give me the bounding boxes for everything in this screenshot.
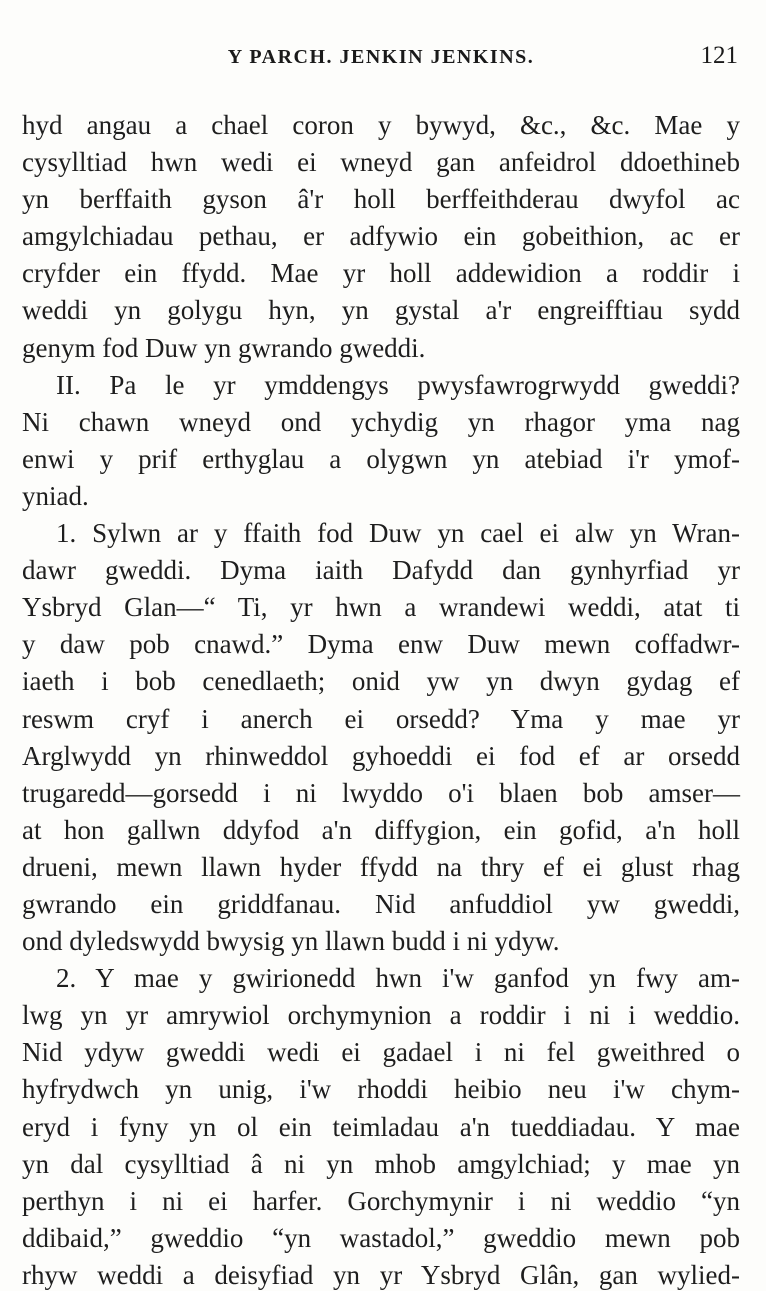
text-line: cysylltiad hwn wedi ei wneyd gan anfeidrol ddoethineb (22, 147, 740, 178)
text-line: drueni, mewn llawn hyder ffydd na thry ef ei glust rhag (22, 851, 740, 882)
text-line: perthyn i ni ei harfer. Gorchymynir i ni weddio “yn (22, 1185, 740, 1216)
text-line: ond dyledswydd bwysig yn llawn budd i ni ydyw. (22, 926, 560, 957)
text-line: yniad. (22, 480, 89, 511)
text-line: dawr gweddi. Dyma iaith Dafydd dan gynhyrfiad yr (22, 555, 740, 586)
running-title: Y PARCH. JENKIN JENKINS. (227, 46, 535, 68)
text-line: at hon gallwn ddyfod a'n diffygion, ein gofid, a'n holl (22, 814, 740, 845)
running-head (22, 38, 740, 78)
page-number: 121 (700, 42, 738, 69)
text-line: ddibaid,” gweddio “yn wastadol,” gweddio mewn pob (22, 1222, 740, 1253)
text-line: trugaredd—gorsedd i ni lwyddo o'i blaen bob amser— (22, 777, 740, 808)
text-line: 2. Y mae y gwirionedd hwn i'w ganfod yn fwy am- (56, 963, 740, 994)
text-line: yn dal cysylltiad â ni yn mhob amgylchiad; y mae yn (22, 1148, 740, 1179)
text-line: amgylchiadau pethau, er adfywio ein gobeithion, ac er (22, 221, 740, 252)
text-line: y daw pob cnawd.” Dyma enw Duw mewn coffadwr- (22, 629, 740, 660)
text-line: weddi yn golygu hyn, yn gystal a'r engreifftiau sydd (22, 295, 740, 326)
text-line: iaeth i bob cenedlaeth; onid yw yn dwyn gydag ef (22, 666, 740, 697)
text-line: yn berffaith gyson â'r holl berffeithderau dwyfol ac (22, 184, 740, 215)
text-line: 1. Sylwn ar y ffaith fod Duw yn cael ei alw yn Wran- (56, 518, 740, 549)
text-line: Nid ydyw gweddi wedi ei gadael i ni fel gweithred o (22, 1037, 740, 1068)
text-line: Ni chawn wneyd ond ychydig yn rhagor yma nag (22, 406, 740, 437)
text-line: genym fod Duw yn gwrando gweddi. (22, 332, 426, 363)
text-line: II. Pa le yr ymddengys pwysfawrogrwydd gweddi? (56, 369, 740, 400)
text-line: hyfrydwch yn unig, i'w rhoddi heibio neu i'w chym- (22, 1074, 740, 1105)
text-line: enwi y prif erthyglau a olygwn yn atebiad i'r ymof- (22, 443, 740, 474)
text-line: hyd angau a chael coron y bywyd, &c., &c. Mae y (22, 110, 740, 140)
body-text (22, 107, 740, 1294)
text-line: rhyw weddi a deisyfiad yn yr Ysbryd Glân, gan wylied- (22, 1259, 740, 1290)
text-line: cryfder ein ffydd. Mae yr holl addewidion a roddir i (22, 258, 740, 289)
text-line: Ysbryd Glan—“ Ti, yr hwn a wrandewi weddi, atat ti (22, 592, 740, 623)
text-line: lwg yn yr amrywiol orchymynion a roddir i ni i weddio. (22, 1000, 740, 1031)
text-line: gwrando ein griddfanau. Nid anfuddiol yw gweddi, (22, 888, 740, 919)
text-line: reswm cryf i anerch ei orsedd? Yma y mae yr (22, 703, 740, 734)
text-line: Arglwydd yn rhinweddol gyhoeddi ei fod ef ar orsedd (22, 740, 740, 771)
text-line: eryd i fyny yn ol ein teimladau a'n tueddiadau. Y mae (22, 1111, 740, 1142)
